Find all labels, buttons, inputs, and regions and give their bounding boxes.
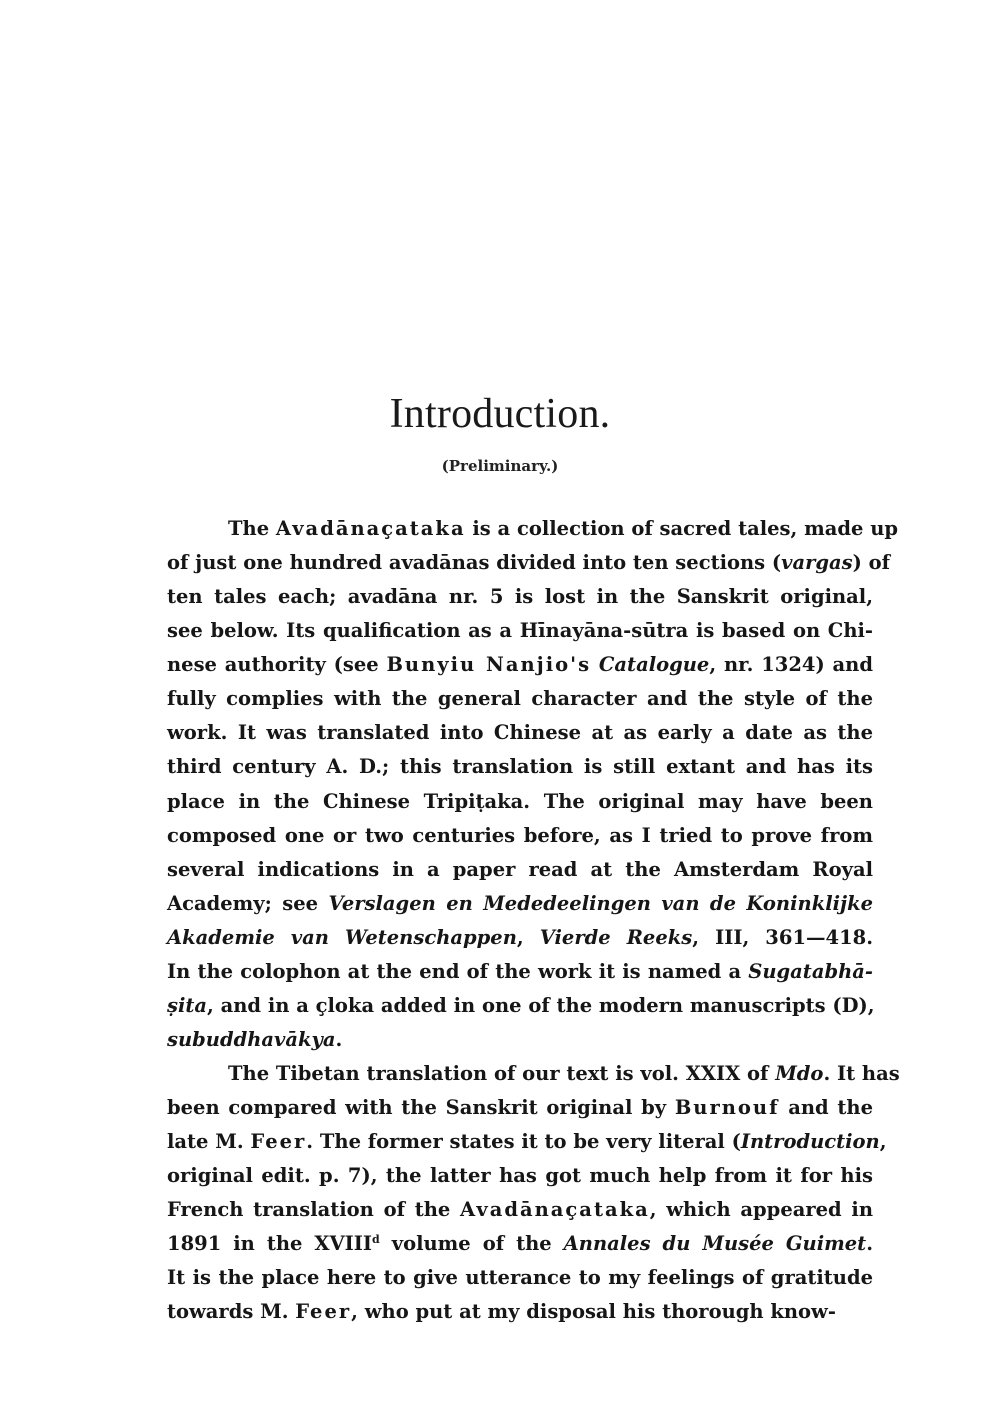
text-line: nese authority (see Bunyiu Nanjio's Catalogue, nr. 1324) and xyxy=(167,653,873,677)
text-line: see below. Its qualification as a Hīnayāna-sūtra is based on Chi- xyxy=(167,619,873,643)
text-line: ten tales each; avadāna nr. 5 is lost in the Sanskrit original, xyxy=(167,585,873,609)
body-text xyxy=(167,512,900,1330)
text-line: towards M. Feer, who put at my disposal his thorough know- xyxy=(167,1300,836,1324)
paragraph-2 xyxy=(167,1057,900,1330)
text-line: The Tibetan translation of our text is vol. XXIX of Mdo. It has xyxy=(228,1062,900,1085)
text-line: In the colophon at the end of the work it is named a Sugatabhā- xyxy=(167,959,873,983)
text-line: 1891 in the XVIII$^d$ volume of the Annales du Musée Guimet. xyxy=(167,1232,873,1256)
text-line: The Avadānaçataka is a collection of sacred tales, made up xyxy=(228,517,899,540)
text-line: work. It was translated into Chinese at as early a date as the xyxy=(167,721,873,745)
text-line: been compared with the Sanskrit original by Burnouf and the xyxy=(167,1096,874,1120)
page-subtitle: (Preliminary.) xyxy=(441,457,559,475)
text-line: French translation of the Avadānaçataka, which appeared in xyxy=(167,1198,873,1222)
text-line: It is the place here to give utterance to my feelings of gratitude xyxy=(167,1266,873,1290)
text-line: ṣita, and in a çloka added in one of the modern manuscripts (D), xyxy=(167,993,875,1017)
text-line: Academy; see Verslagen en Mededeelingen van de Koninklijke xyxy=(167,891,873,915)
text-line: fully complies with the general character and the style of the xyxy=(167,687,873,711)
paragraph-1 xyxy=(167,512,899,1057)
text-line: third century A. D.; this translation is still extant and has its xyxy=(167,755,873,779)
text-line: late M. Feer. The former states it to be very literal (Introduction, xyxy=(167,1130,887,1154)
page-title: Introduction. xyxy=(389,391,611,437)
text-line: original edit. p. 7), the latter has got much help from it for his xyxy=(167,1164,873,1188)
text-line: subuddhavākya. xyxy=(167,1027,343,1051)
text-line: several indications in a paper read at the Amsterdam Royal xyxy=(167,857,873,881)
text-line: of just one hundred avadānas divided into ten sections (vargas) of xyxy=(167,551,891,575)
text-line: place in the Chinese Tripiṭaka. The original may have been xyxy=(167,789,873,813)
text-line: composed one or two centuries before, as I tried to prove from xyxy=(167,823,873,847)
text-line: Akademie van Wetenschappen, Vierde Reeks, III, 361—418. xyxy=(167,925,874,949)
